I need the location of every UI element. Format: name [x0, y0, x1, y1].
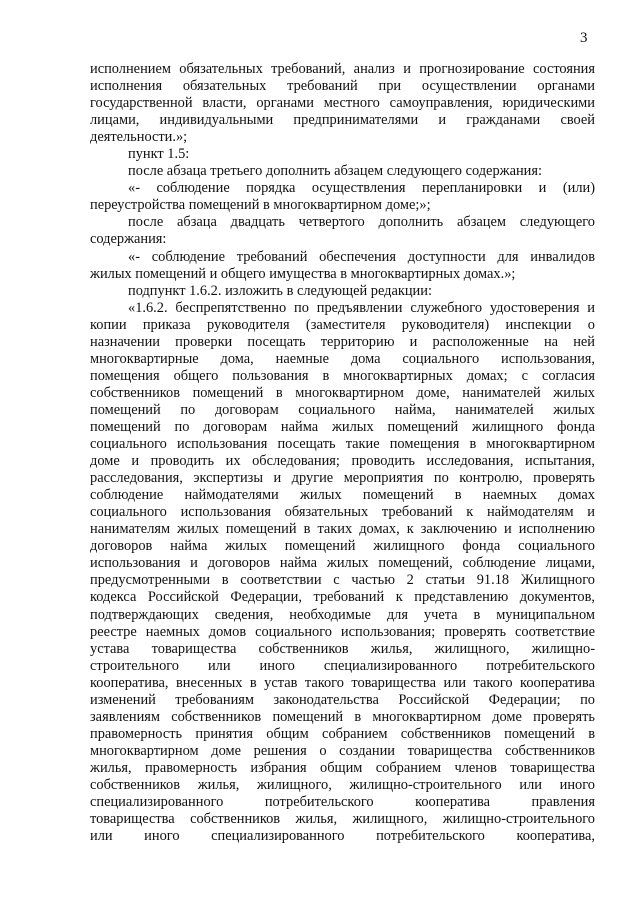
text-line: устава товарищества собственников жилья, жилищного, жилищно- — [90, 640, 595, 657]
text-line: заявлениям собственников помещений в многоквартирном доме проверять — [90, 708, 595, 725]
text-line: реестре наемных домов социального использования; проверять соответствие — [90, 623, 595, 640]
text-line: пункт 1.5: — [128, 146, 190, 163]
text-line: жилых помещений и общего имущества в многоквартирных домах.»; — [90, 265, 516, 282]
text-line: исполнением обязательных требований, анализ и прогнозирование состояния — [90, 61, 595, 77]
text-line: изменений требованиям законодательства Российской Федерации; по — [90, 691, 595, 708]
text-line: товарищества собственников жилья, жилищного, жилищно-строительного — [90, 811, 595, 828]
page-number: 3 — [580, 30, 588, 46]
text-line: деятельности.»; — [90, 129, 188, 146]
text-line: расследования, экспертизы и другие мероприятия по контролю, проверять — [90, 470, 595, 487]
text-line: договоров найма жилых помещений жилищного фонда социального — [90, 538, 595, 555]
text-line: копии приказа руководителя (заместителя руководителя) инспекции о — [90, 316, 595, 333]
text-line: жилья, правомерность избрания общим собранием членов товарищества — [90, 759, 595, 776]
text-line: социального использования обязательных требований к наймодателям и — [90, 504, 595, 521]
text-line: многоквартирные дома, наемные дома социального использования, — [90, 350, 595, 367]
text-line: правомерность принятия общим собранием собственников помещений в — [90, 725, 595, 742]
text-line: собственников помещений в многоквартирном доме, нанимателей жилых — [90, 384, 595, 401]
text-line: собственников жилья, жилищного, жилищно-строительного или иного — [90, 776, 595, 793]
text-line: помещений по договорам социального найма, нанимателей жилых — [90, 401, 595, 418]
text-line: лицами, индивидуальными предпринимателями и гражданами своей — [90, 112, 595, 129]
text-line: подтверждающих сведения, необходимые для учета в муниципальном — [90, 606, 595, 623]
text-line: подпункт 1.6.2. изложить в следующей редакции: — [128, 282, 432, 299]
text-line: содержания: — [90, 231, 167, 248]
text-line: доме и проводить их обследования; проводить исследования, испытания, — [90, 453, 595, 470]
document-body-text — [90, 61, 595, 845]
text-line: социального использования посещать такие помещения в многоквартирном — [90, 436, 595, 453]
text-line: нанимателям жилых помещений в таких домах, к заключению и исполнению — [90, 521, 595, 538]
text-line: исполнения обязательных требований при осуществлении органами — [90, 78, 595, 95]
text-line: многоквартирном доме решения о создании товарищества собственников — [90, 742, 595, 759]
text-line: использования и договоров найма жилых помещений, соблюдение лицами, — [90, 555, 595, 572]
text-line: строительного или иного специализированного потребительского — [90, 657, 595, 674]
text-line: после абзаца двадцать четвертого дополнить абзацем следующего — [128, 214, 595, 231]
text-line: предусмотренными в соответствии с частью 2 статьи 91.18 Жилищного — [90, 572, 595, 589]
text-line: «1.6.2. беспрепятственно по предъявлении служебного удостоверения и — [128, 299, 595, 316]
text-line: или иного специализированного потребительского кооператива, — [90, 828, 595, 845]
text-line: помещения общего пользования в многоквартирных домах; с согласия — [90, 367, 595, 384]
text-line: специализированного потребительского кооператива правления — [90, 794, 595, 811]
text-line: назначении проверки посещать территорию и расположенные на ней — [90, 333, 595, 350]
text-line: кодекса Российской Федерации, требований к представлению документов, — [90, 589, 595, 606]
text-line: «- соблюдение порядка осуществления перепланировки и (или) — [128, 180, 595, 197]
text-line: «- соблюдение требований обеспечения доступности для инвалидов — [128, 248, 595, 265]
text-line: государственной власти, органами местного самоуправления, юридическими — [90, 95, 595, 112]
text-line: соблюдение наймодателями жилых помещений в наемных домах — [90, 487, 595, 504]
text-line: переустройства помещений в многоквартирном доме;»; — [90, 197, 431, 214]
text-line: кооператива, внесенных в устав такого товарищества или такого кооператива — [90, 674, 595, 691]
text-line: помещений по договорам найма жилых помещений жилищного фонда — [90, 418, 595, 435]
text-line: после абзаца третьего дополнить абзацем следующего содержания: — [128, 163, 542, 180]
